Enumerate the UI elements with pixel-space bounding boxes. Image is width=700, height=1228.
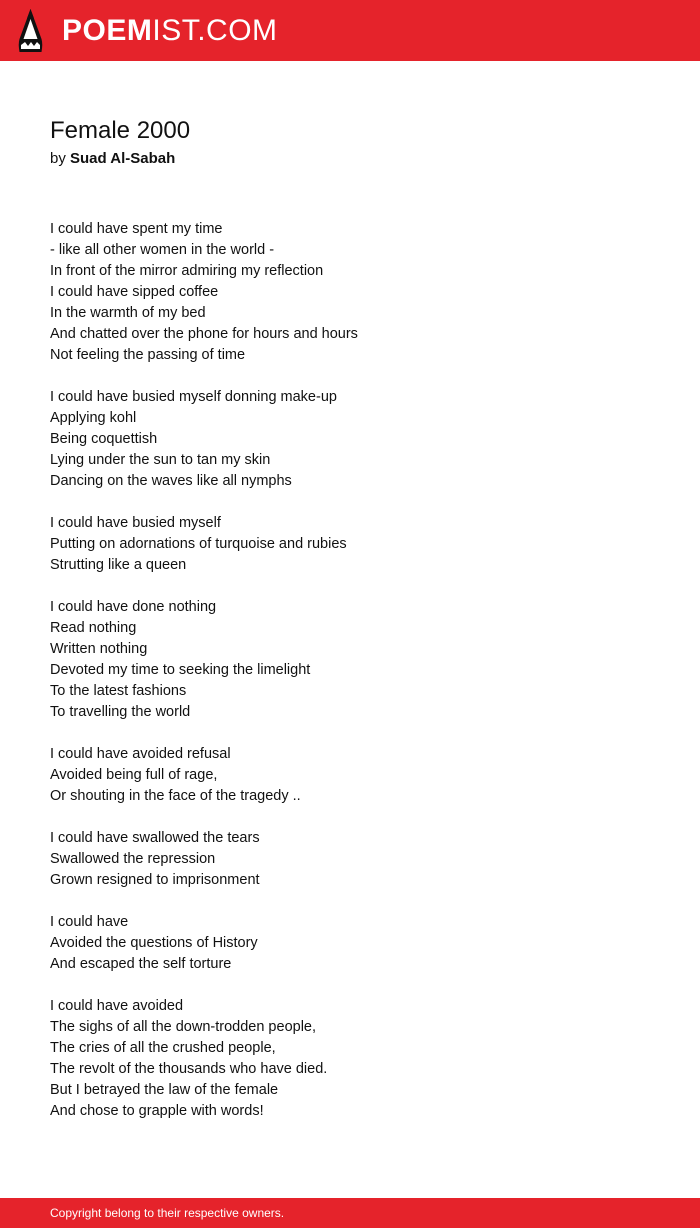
poem-stanza [50,513,650,576]
poem-line: Applying kohl [50,410,137,426]
poem-line: The sighs of all the down-trodden people, [50,1019,317,1035]
poem-line: I could have busied myself donning make-up [50,389,337,405]
poem-line: I could have busied myself [50,515,221,531]
poem-line: But I betrayed the law of the female [50,1082,279,1098]
site-header [0,0,700,61]
poem-title: Female 2000 [50,117,191,144]
poem-line: In the warmth of my bed [50,305,206,321]
poem-line: - like all other women in the world - [50,242,275,258]
poem-line: And chose to grapple with words! [50,1103,264,1119]
poem-line: Lying under the sun to tan my skin [50,452,271,468]
site-logo-link[interactable] [17,9,278,52]
poem-byline [50,148,175,170]
poem-stanza [50,387,650,492]
poem-stanza [50,219,650,366]
author-name: Suad Al-Sabah [70,150,176,167]
poem-line: The cries of all the crushed people, [50,1040,276,1056]
poem-body [50,219,650,1143]
poem-line: Not feeling the passing of time [50,347,246,363]
poem-line: Putting on adornations of turquoise and rubies [50,536,347,552]
poem-line: Being coquettish [50,431,158,447]
logo-text-thin: IST.COM [152,14,278,47]
poem-line: To the latest fashions [50,683,187,699]
poem-line: I could have avoided refusal [50,746,231,762]
poem-line: And chatted over the phone for hours and hours [50,326,358,342]
poem-line: I could have avoided [50,998,184,1014]
poem-stanza [50,744,650,807]
poem-stanza [50,597,650,723]
pencil-tip-icon [17,9,44,52]
poem-line: Dancing on the waves like all nymphs [50,473,292,489]
poem-stanza [50,912,650,975]
poem-line: Read nothing [50,620,137,636]
poem-line: I could have [50,914,129,930]
poem-line: And escaped the self torture [50,956,232,972]
poem-line: I could have swallowed the tears [50,830,260,846]
poem-line: Avoided the questions of History [50,935,258,951]
poem-line: To travelling the world [50,704,191,720]
poem-line: Devoted my time to seeking the limelight [50,662,311,678]
poem-line: The revolt of the thousands who have died. [50,1061,328,1077]
poem-stanza [50,996,650,1122]
poem-line: Or shouting in the face of the tragedy .. [50,788,301,804]
logo-text-bold: POEM [62,14,153,47]
poem-line: Grown resigned to imprisonment [50,872,260,888]
poem-line: I could have spent my time [50,221,223,237]
poem-stanza [50,828,650,891]
poem-line: In front of the mirror admiring my reflection [50,263,324,279]
poem-line: I could have done nothing [50,599,217,615]
poem-line: Avoided being full of rage, [50,767,218,783]
by-label: by [50,150,66,167]
site-footer [0,1198,700,1228]
poem-line: Written nothing [50,641,148,657]
site-logo-text [62,9,278,52]
poem-line: Strutting like a queen [50,557,187,573]
copyright-notice: Copyright belong to their respective owners. [50,1206,285,1220]
poem-line: Swallowed the repression [50,851,216,867]
poem-line: I could have sipped coffee [50,284,219,300]
